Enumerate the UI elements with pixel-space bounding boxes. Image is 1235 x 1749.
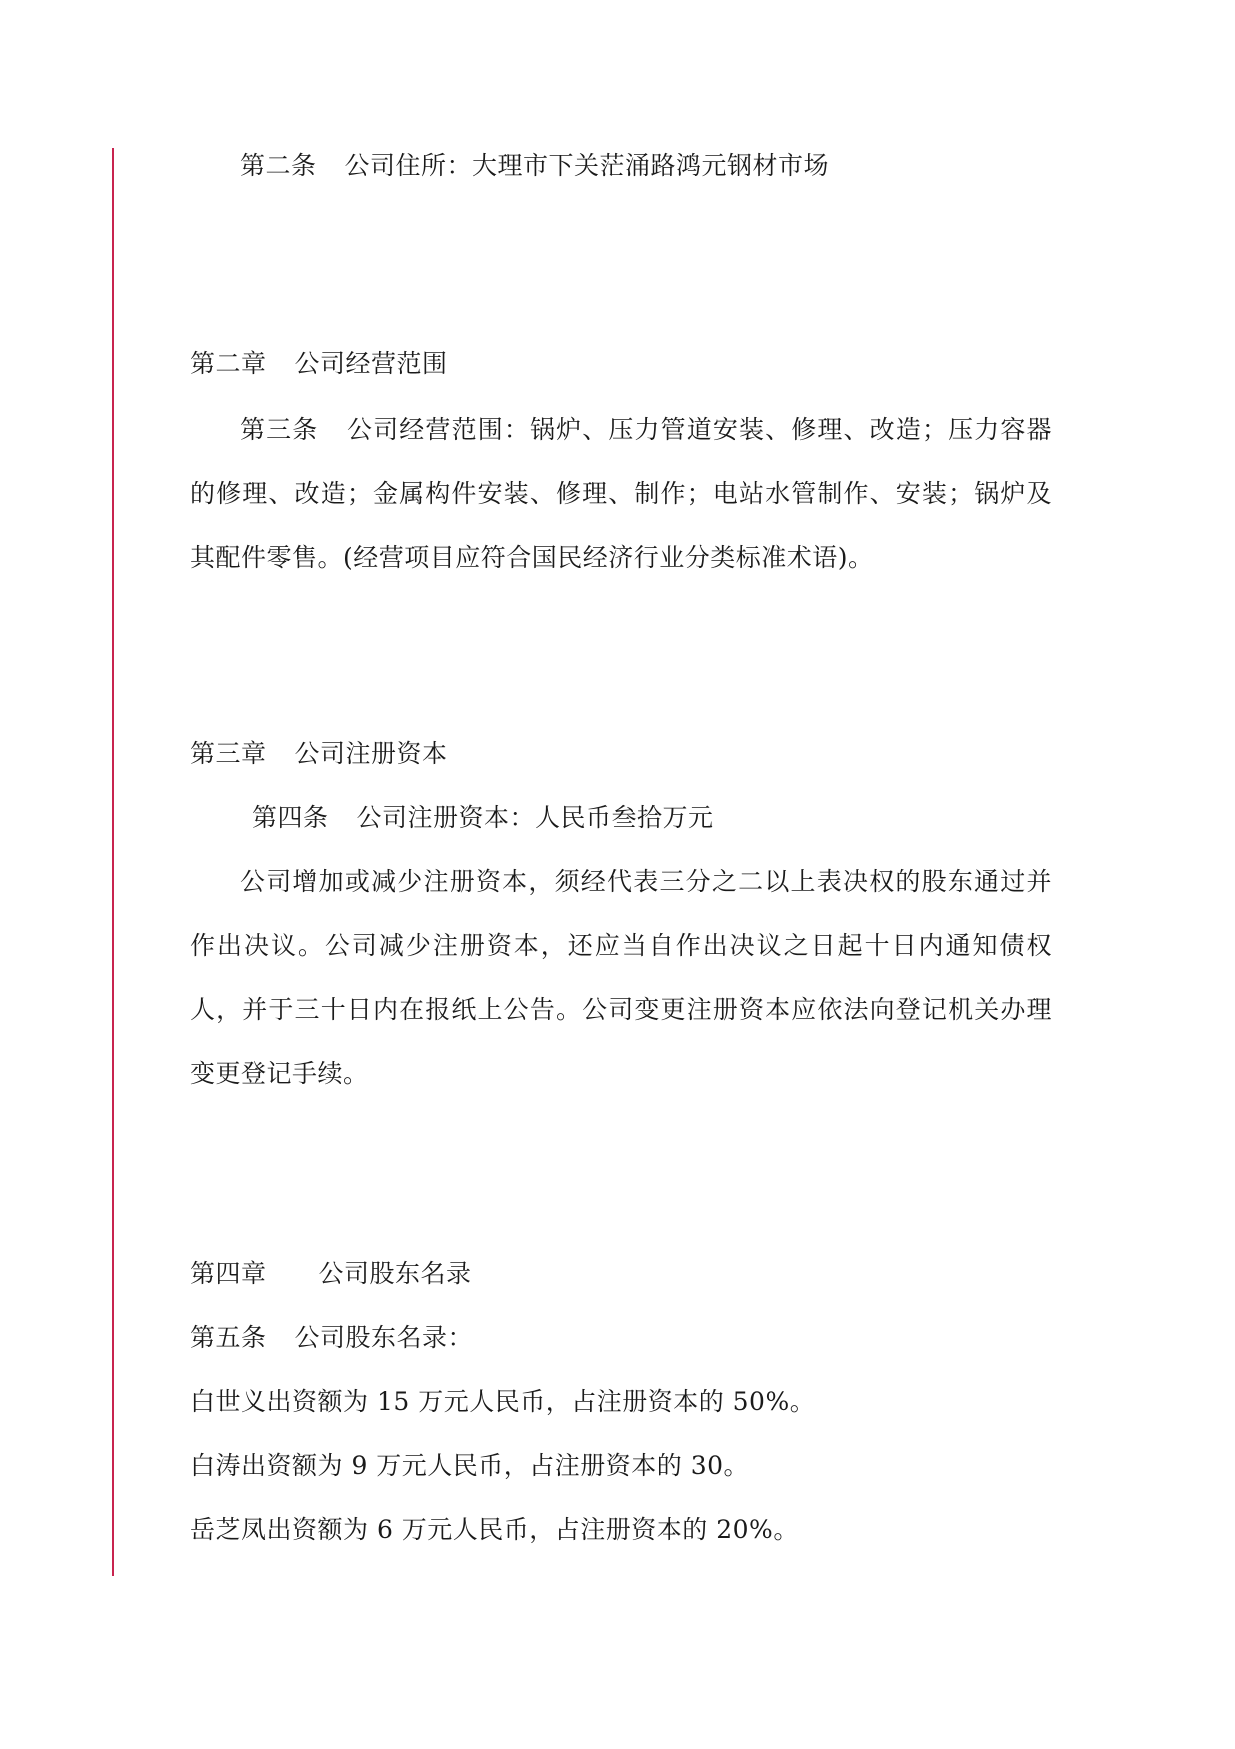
- article-5-label: 第五条: [190, 1323, 267, 1352]
- chapter-4-label: 第四章: [190, 1259, 267, 1288]
- chapter-2-title: 公司经营范围: [294, 349, 448, 378]
- chapter-3-heading: [190, 738, 448, 770]
- capital-change-paragraph: 公司增加或减少注册资本，须经代表三分之二以上表决权的股东通过并作出决议。公司减少注册资本，还应当自作出决议之日起十日内通知债权人，并于三十日内在报纸上公告。公司变更注册资本应依法向登记机关办理变更登记手续。: [190, 867, 1052, 1088]
- article-2-label: 第二条: [240, 151, 317, 180]
- chapter-2-label: 第二章: [190, 349, 267, 378]
- chapter-3-label: 第三章: [190, 739, 267, 768]
- article-5-text: 公司股东名录：: [294, 1323, 474, 1352]
- shareholder-item: 白涛出资额为 9 万元人民币，占注册资本的 30。: [190, 1451, 750, 1480]
- chapter-4-title: 公司股东名录: [318, 1259, 472, 1288]
- article-5: [190, 1322, 473, 1354]
- chapter-2-heading: [190, 348, 448, 380]
- article-3: [190, 398, 1052, 590]
- margin-rule: [112, 148, 114, 1576]
- article-4-label: 第四条: [252, 803, 329, 832]
- article-3-text: 公司经营范围：锅炉、压力管道安装、修理、改造；压力容器的修理、改造；金属构件安装、修理、制作；电站水管制作、安装；锅炉及其配件零售。(经营项目应符合国民经济行业分类标准术语)。: [190, 415, 1052, 572]
- article-4: [252, 802, 714, 834]
- chapter-4-heading: [190, 1258, 472, 1290]
- article-2-text: 公司住所：大理市下关茫涌路鸿元钢材市场: [344, 151, 830, 180]
- article-2: [240, 150, 829, 182]
- shareholder-item: 白世义出资额为 15 万元人民币，占注册资本的 50%。: [190, 1387, 816, 1416]
- chapter-3-title: 公司注册资本: [294, 739, 448, 768]
- article-4-text: 公司注册资本：人民币叁拾万元: [356, 803, 714, 832]
- article-3-label: 第三条: [240, 415, 319, 444]
- shareholder-item: 岳芝凤出资额为 6 万元人民币，占注册资本的 20%。: [190, 1515, 799, 1544]
